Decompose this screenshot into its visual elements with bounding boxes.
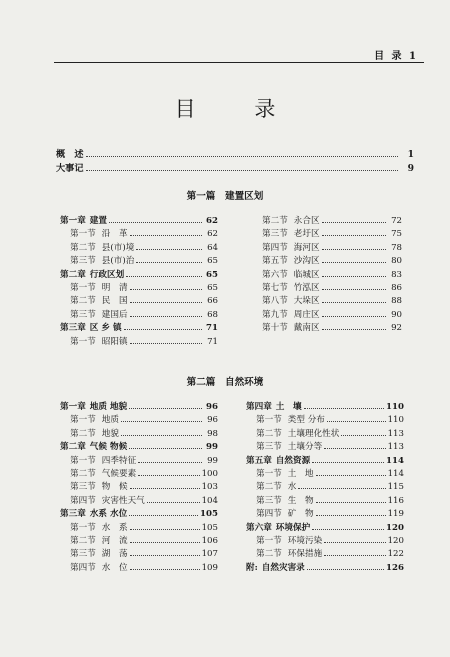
entry-label: 地质 (101, 415, 119, 426)
dot-leader (126, 270, 202, 277)
dot-leader (129, 509, 198, 516)
dot-leader (130, 523, 200, 530)
entry-label: 自然资源 (275, 455, 311, 466)
entry-label: 河 流 (101, 535, 128, 546)
dot-leader (298, 482, 385, 489)
entry-label: 气候要素 (101, 468, 137, 479)
entry-page: 103 (201, 482, 218, 493)
entry-index: 第二节 (70, 535, 96, 546)
entry-index: 第二节 (70, 468, 96, 479)
entry-index: 第六节 (262, 269, 288, 280)
toc-section-entry[interactable] (246, 440, 404, 453)
entry-index: 第三节 (70, 309, 96, 320)
toc-section-entry[interactable] (252, 268, 402, 281)
entry-page: 96 (206, 402, 218, 412)
entry-index: 第三节 (262, 229, 288, 240)
entry-page: 105 (201, 522, 218, 533)
entry-index: 第一章 (60, 402, 86, 412)
dot-leader (86, 164, 398, 171)
entry-page: 71 (206, 323, 218, 334)
dot-leader (304, 402, 384, 409)
toc-section-entry[interactable] (252, 241, 402, 254)
entry-index: 第三节 (70, 549, 96, 560)
entry-index: 第七节 (262, 282, 288, 293)
dot-leader (324, 536, 385, 543)
header-rule (54, 62, 424, 63)
entry-page: 99 (206, 442, 218, 453)
dot-leader (138, 456, 202, 463)
toc-chapter-entry[interactable] (246, 521, 404, 534)
entry-label: 生 物 (287, 495, 314, 506)
entry-index: 第八节 (262, 296, 288, 307)
entry-page: 96 (207, 415, 218, 426)
toc-chapter-entry[interactable] (60, 321, 218, 334)
entry-index: 第九节 (262, 309, 288, 320)
entry-index: 第五章 (246, 455, 272, 466)
toc-section-entry[interactable] (60, 241, 218, 254)
dot-leader (322, 243, 386, 250)
entry-page: 115 (387, 482, 404, 493)
entry-label: 竹泓区 (293, 282, 320, 293)
dot-leader (312, 456, 384, 463)
entry-page: 109 (201, 562, 218, 573)
dot-leader (322, 229, 386, 236)
dot-leader (322, 323, 386, 330)
dot-leader (316, 496, 386, 503)
toc-section-entry[interactable] (246, 413, 404, 426)
entry-index: 第一节 (256, 415, 282, 426)
toc-section-entry[interactable] (246, 427, 404, 440)
entry-page: 65 (207, 282, 218, 293)
entry-label: 土壤分等 (287, 442, 323, 453)
entry-index: 第四节 (70, 562, 96, 573)
entry-index: 第二章 (60, 442, 86, 453)
entry-index: 第四节 (256, 509, 282, 520)
entry-page: 62 (207, 229, 218, 240)
dot-leader (322, 256, 386, 263)
entry-page: 80 (391, 256, 402, 267)
entry-page: 98 (207, 428, 218, 439)
entry-label: 明 清 (101, 282, 128, 293)
entry-index: 第一节 (70, 455, 96, 466)
entry-index: 附: (246, 562, 258, 573)
dot-leader (124, 323, 202, 330)
dot-leader (86, 150, 398, 157)
entry-page: 104 (201, 495, 218, 506)
toc-chapter-entry[interactable] (60, 214, 218, 227)
entry-index: 第三节 (70, 256, 96, 267)
dot-leader (322, 296, 386, 303)
entry-label: 县(市)境 (101, 242, 135, 253)
entry-page: 68 (207, 309, 218, 320)
entry-label: 环境污染 (287, 535, 323, 546)
entry-label: 水系 水位 (89, 509, 128, 520)
toc-section-entry[interactable] (246, 480, 404, 493)
entry-label: 概 述 (56, 149, 84, 160)
toc-section-entry[interactable] (252, 321, 402, 334)
dot-leader (322, 270, 386, 277)
toc-section-entry[interactable] (246, 507, 404, 520)
entry-index: 第二节 (70, 428, 96, 439)
dot-leader (138, 469, 199, 476)
dot-leader (130, 482, 200, 489)
entry-index: 第一节 (256, 468, 282, 479)
entry-page: 107 (201, 549, 218, 560)
entry-index: 第二节 (70, 242, 96, 253)
entry-label: 行政区划 (89, 269, 125, 280)
dot-leader (130, 549, 200, 556)
dot-leader (312, 523, 384, 530)
toc-section-entry[interactable] (60, 561, 218, 574)
entry-label: 周庄区 (293, 309, 320, 320)
entry-page: 114 (387, 468, 404, 479)
toc-section-entry[interactable] (252, 227, 402, 240)
part2-left-column (60, 400, 218, 574)
entry-index: 第一节 (70, 415, 96, 426)
dot-leader (130, 229, 202, 236)
entry-label: 沙沟区 (293, 256, 320, 267)
toc-section-entry[interactable] (60, 227, 218, 240)
toc-section-entry[interactable] (246, 467, 404, 480)
toc-section-entry[interactable] (60, 480, 218, 493)
entry-label: 老圩区 (293, 229, 320, 240)
toc-chapter-entry[interactable] (246, 454, 404, 467)
entry-page: 90 (391, 309, 402, 320)
toc-chapter-entry[interactable] (60, 507, 218, 520)
toc-section-entry[interactable] (60, 294, 218, 307)
toc-section-entry[interactable] (252, 294, 402, 307)
entry-index: 第一节 (256, 535, 282, 546)
entry-page: 116 (387, 495, 404, 506)
entry-index: 第二节 (256, 428, 282, 439)
toc-section-entry[interactable] (60, 534, 218, 547)
dot-leader (136, 243, 202, 250)
entry-label: 环保措施 (287, 549, 323, 560)
toc-section-entry[interactable] (60, 308, 218, 321)
entry-page: 86 (391, 282, 402, 293)
entry-page: 64 (207, 242, 218, 253)
entry-label: 土 壤 (275, 402, 302, 412)
toc-section-entry[interactable] (60, 254, 218, 267)
toc-section-entry[interactable] (60, 494, 218, 507)
entry-label: 四季特征 (101, 455, 137, 466)
dot-leader (130, 563, 200, 570)
part1-left-column (60, 214, 218, 348)
entry-page: 71 (207, 336, 218, 347)
toc-section-entry[interactable] (252, 281, 402, 294)
entry-page: 83 (391, 269, 402, 280)
toc-section-entry[interactable] (60, 413, 218, 426)
entry-index: 第三章 (60, 323, 86, 334)
toc-section-entry[interactable] (246, 547, 404, 560)
dot-leader (341, 429, 385, 436)
dot-leader (109, 216, 202, 223)
dot-leader (327, 415, 386, 422)
entry-page: 65 (207, 256, 218, 267)
dot-leader (324, 549, 385, 556)
toc-chapter-entry[interactable] (60, 400, 218, 413)
entry-index: 第三节 (256, 495, 282, 506)
dot-leader (147, 496, 200, 503)
entry-index: 第三节 (70, 482, 96, 493)
toc-section-entry[interactable] (60, 547, 218, 560)
toc-section-entry[interactable] (246, 534, 404, 547)
entry-label: 水 (287, 482, 297, 493)
dot-leader (129, 402, 202, 409)
dot-leader (316, 509, 386, 516)
entry-label: 灾害性天气 (101, 495, 145, 506)
dot-leader (130, 310, 202, 317)
entry-page: 110 (387, 415, 404, 426)
dot-leader (130, 296, 202, 303)
page-header: 目 录 1 (374, 51, 418, 62)
entry-label: 戴南区 (293, 323, 320, 334)
entry-index: 第四章 (246, 402, 272, 412)
toc-section-entry[interactable] (60, 454, 218, 467)
toc-section-entry[interactable] (60, 521, 218, 534)
toc-section-entry[interactable] (60, 281, 218, 294)
dot-leader (136, 256, 202, 263)
dot-leader (121, 415, 202, 422)
toc-chapter-entry[interactable] (60, 268, 218, 281)
entry-label: 永合区 (293, 216, 320, 226)
entry-label: 县(市)治 (101, 256, 135, 267)
entry-page: 119 (387, 509, 404, 520)
entry-label: 土壤理化性状 (287, 428, 340, 439)
entry-page: 120 (386, 522, 404, 533)
dot-leader (307, 563, 384, 570)
entry-label: 水 系 (101, 522, 128, 533)
dot-leader (130, 283, 202, 290)
toc-section-entry[interactable] (246, 494, 404, 507)
dot-leader (121, 429, 202, 436)
entry-label: 气候 物候 (89, 442, 128, 453)
entry-label: 昭阳镇 (101, 336, 128, 347)
toc-chapter-entry[interactable] (60, 440, 218, 453)
entry-label: 地质 地貌 (89, 402, 128, 412)
entry-index: 第四节 (262, 242, 288, 253)
entry-index: 第六章 (246, 522, 272, 533)
entry-label: 沿 革 (101, 229, 128, 240)
dot-leader (130, 536, 200, 543)
toc-chapter-entry[interactable] (246, 400, 404, 413)
entry-page: 72 (391, 216, 402, 226)
entry-page: 100 (201, 468, 218, 479)
entry-page: 92 (391, 323, 402, 334)
entry-label: 水 位 (101, 562, 128, 573)
dot-leader (322, 216, 386, 223)
entry-label: 地貌 (101, 428, 119, 439)
dot-leader (130, 337, 202, 344)
entry-page: 105 (200, 509, 218, 520)
entry-index: 第二节 (262, 216, 288, 226)
entry-index: 第三章 (60, 509, 86, 520)
entry-page: 110 (386, 402, 404, 412)
entry-label: 建国后 (101, 309, 128, 320)
entry-page: 62 (206, 216, 218, 226)
entry-page: 99 (207, 455, 218, 466)
entry-index: 第五节 (262, 256, 288, 267)
dot-leader (316, 469, 386, 476)
entry-page: 75 (391, 229, 402, 240)
entry-index: 第一节 (70, 229, 96, 240)
entry-page: 88 (391, 296, 402, 307)
part1-right-column (252, 214, 402, 335)
dot-leader (322, 283, 386, 290)
toc-section-entry[interactable] (60, 335, 218, 348)
entry-label: 湖 荡 (101, 549, 128, 560)
entry-page: 113 (387, 442, 404, 453)
entry-index: 第三节 (256, 442, 282, 453)
toc-section-entry[interactable] (252, 214, 402, 227)
entry-page: 113 (387, 428, 404, 439)
entry-label: 矿 物 (287, 509, 314, 520)
dot-leader (129, 442, 202, 449)
toc-section-entry[interactable] (60, 467, 218, 480)
entry-label: 大垛区 (293, 296, 320, 307)
entry-index: 第一章 (60, 216, 86, 226)
entry-index: 第十节 (262, 323, 288, 334)
entry-label: 建置 (89, 216, 107, 226)
entry-page: 106 (201, 535, 218, 546)
dot-leader (322, 310, 386, 317)
entry-index: 第二节 (70, 296, 96, 307)
entry-page: 122 (387, 549, 404, 560)
entry-page: 66 (207, 296, 218, 307)
entry-index: 第四节 (70, 495, 96, 506)
entry-label: 海河区 (293, 242, 320, 253)
entry-label: 大事记 (56, 163, 84, 174)
entry-index: 第二章 (60, 269, 86, 280)
entry-label: 土 地 (287, 468, 314, 479)
part2-title: 第二篇 自然环境 (186, 377, 264, 388)
toc-section-entry[interactable] (60, 427, 218, 440)
entry-label: 物 候 (101, 482, 128, 493)
entry-index: 第一节 (70, 522, 96, 533)
entry-label: 临城区 (293, 269, 320, 280)
entry-label: 类型 分布 (287, 415, 325, 426)
entry-index: 第二节 (256, 482, 282, 493)
entry-page: 114 (386, 455, 404, 466)
entry-label: 民 国 (101, 296, 128, 307)
part1-title: 第一篇 建置区划 (186, 191, 264, 202)
toc-entry-chronicle[interactable] (56, 160, 414, 174)
entry-index: 第二节 (256, 549, 282, 560)
entry-index: 第一节 (70, 282, 96, 293)
entry-label: 自然灾害录 (261, 562, 305, 573)
toc-section-entry[interactable] (252, 254, 402, 267)
dot-leader (324, 442, 385, 449)
part2-right-column (246, 400, 404, 574)
entry-label: 区 乡 镇 (89, 323, 122, 334)
toc-section-entry[interactable] (252, 308, 402, 321)
entry-page: 126 (386, 562, 404, 573)
entry-page: 9 (407, 163, 414, 174)
entry-page: 65 (206, 269, 218, 280)
top-entries (56, 146, 414, 174)
entry-page: 120 (387, 535, 404, 546)
entry-page: 78 (391, 242, 402, 253)
entry-label: 环境保护 (275, 522, 311, 533)
toc-entry-overview[interactable] (56, 146, 414, 160)
toc-chapter-entry[interactable] (246, 561, 404, 574)
page-title: 目 录 (174, 97, 302, 121)
entry-page: 1 (407, 149, 414, 160)
entry-index: 第一节 (70, 336, 96, 347)
